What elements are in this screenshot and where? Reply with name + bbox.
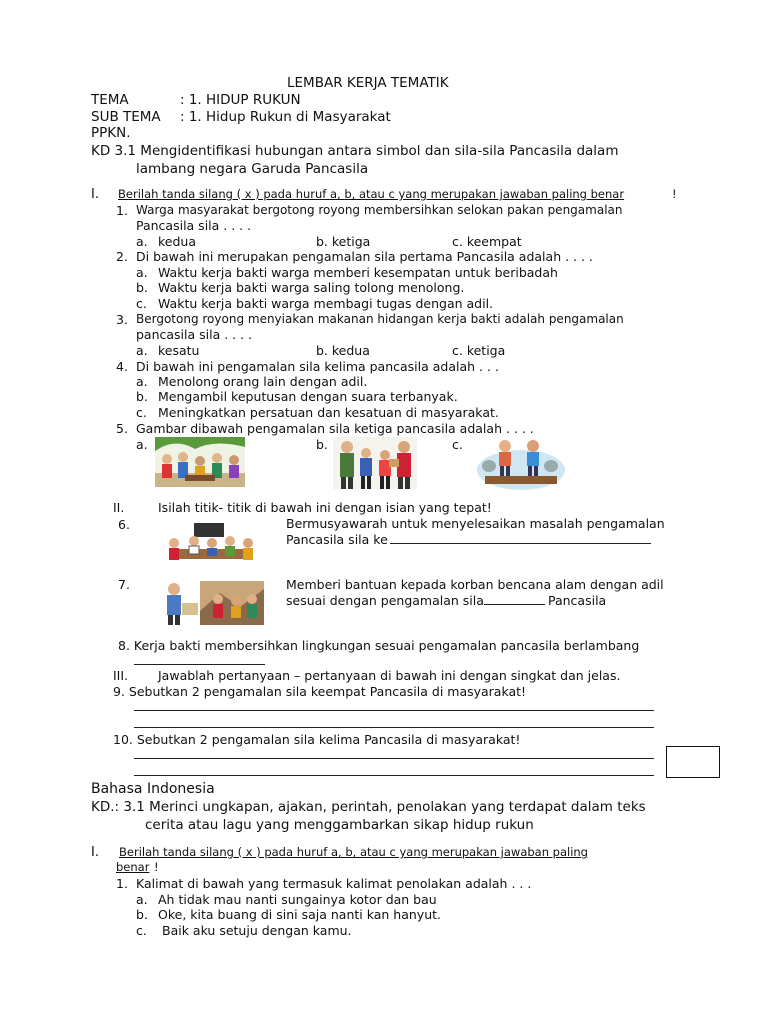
q5-option-a-key: a. — [136, 437, 148, 452]
section-2-instruction: Isilah titik- titik di bawah ini dengan isian yang tepat! — [158, 500, 492, 515]
section-3-number: III. — [113, 668, 129, 683]
bahasa-q1-option-b-key: b. — [136, 907, 148, 922]
bahasa-q1-option-c: Baik aku setuju dengan kamu. — [162, 923, 352, 938]
bahasa-section-1-instruction-1: Berilah tanda silang ( x ) pada huruf a, b, atau c yang merupakan jawaban paling — [119, 845, 588, 859]
q3-option-a: kesatu — [158, 343, 200, 358]
q2-option-b-key: b. — [136, 280, 148, 295]
q7-image-disaster-aid — [160, 577, 264, 625]
q1-option-a-key: a. — [136, 234, 148, 249]
q6-number: 6. — [118, 517, 130, 532]
q3-option-b: b. kedua — [316, 343, 370, 358]
bahasa-q1-option-b: Oke, kita buang di sini saja nanti kan hanyut. — [158, 907, 442, 922]
q6-text-2: Pancasila sila ke — [286, 532, 388, 547]
q2-option-a: Waktu kerja bakti warga memberi kesempatan untuk beribadah — [158, 265, 558, 280]
q4-option-c-key: c. — [136, 405, 147, 420]
q9-answer-line-1[interactable] — [134, 710, 654, 711]
q5-text: Gambar dibawah pengamalan sila ketiga pancasila adalah . . . . — [136, 421, 534, 436]
q4-option-c: Meningkatkan persatuan dan kesatuan di masyarakat. — [158, 405, 499, 420]
q4-number: 4. — [116, 359, 128, 374]
section-2-number: II. — [113, 500, 125, 515]
bahasa-heading: Bahasa Indonesia — [91, 781, 215, 797]
q6-image-meeting — [160, 521, 258, 569]
subtema-value: : 1. Hidup Rukun di Masyarakat — [180, 109, 391, 125]
q1-text-2: Pancasila sila . . . . — [136, 218, 252, 233]
bahasa-q1-option-c-key: c. — [136, 923, 147, 938]
tema-label: TEMA — [91, 92, 129, 108]
bahasa-q1-option-a: Ah tidak mau nanti sungainya kotor dan bau — [158, 892, 437, 907]
q8-answer-line[interactable] — [134, 664, 265, 665]
q5-image-b-people-sharing — [333, 437, 417, 489]
subject-label: PPKN. — [91, 125, 131, 141]
q2-text: Di bawah ini merupakan pengamalan sila pertama Pancasila adalah . . . . — [136, 249, 593, 264]
q4-text: Di bawah ini pengamalan sila kelima pancasila adalah . . . — [136, 359, 499, 374]
q1-option-b: b. ketiga — [316, 234, 371, 249]
section-1-exclamation: ! — [672, 187, 677, 201]
q4-option-b-key: b. — [136, 389, 148, 404]
q3-number: 3. — [116, 312, 128, 327]
q10-answer-line-2[interactable] — [134, 775, 654, 776]
q5-option-b-key: b. — [316, 437, 328, 452]
q2-option-a-key: a. — [136, 265, 148, 280]
kd-line-2: lambang negara Garuda Pancasila — [136, 161, 369, 177]
q1-option-a: kedua — [158, 234, 197, 249]
q5-number: 5. — [116, 421, 128, 436]
q10-text: 10. Sebutkan 2 pengamalan sila kelima Pancasila di masyarakat! — [113, 732, 521, 747]
bahasa-q1-number: 1. — [116, 876, 128, 891]
q9-text: 9. Sebutkan 2 pengamalan sila keempat Pancasila di masyarakat! — [113, 684, 527, 699]
q4-option-b: Mengambil keputusan dengan suara terbanyak. — [158, 389, 458, 404]
q5-option-c-key: c. — [452, 437, 463, 452]
bahasa-section-1-instruction-2: benar — [116, 860, 150, 874]
q2-option-b: Waktu kerja bakti warga saling tolong menolong. — [158, 280, 465, 295]
subtema-label: SUB TEMA — [91, 109, 161, 125]
q5-image-a-community-gathering — [155, 437, 245, 487]
bahasa-q1-text: Kalimat di bawah yang termasuk kalimat penolakan adalah . . . — [136, 876, 532, 891]
tema-value: : 1. HIDUP RUKUN — [180, 92, 301, 108]
q7-text-2a: sesuai dengan pengamalan sila — [286, 593, 484, 608]
q3-option-c: c. ketiga — [452, 343, 506, 358]
q1-option-c: c. keempat — [452, 234, 522, 249]
bahasa-kd-line-2: cerita atau lagu yang menggambarkan sikap hidup rukun — [145, 817, 534, 833]
q6-text-1: Bermusyawarah untuk menyelesaikan masalah pengamalan — [286, 516, 665, 531]
q7-text-1: Memberi bantuan kepada korban bencana alam dengan adil — [286, 577, 664, 592]
q2-number: 2. — [116, 249, 128, 264]
q1-number: 1. — [116, 203, 128, 218]
q9-answer-line-2[interactable] — [134, 727, 654, 728]
q7-text-2b: Pancasila — [548, 593, 607, 608]
q3-text-2: pancasila sila . . . . — [136, 327, 253, 342]
section-3-instruction: Jawablah pertanyaan – pertanyaan di bawah ini dengan singkat dan jelas. — [158, 668, 621, 683]
q7-number: 7. — [118, 577, 130, 592]
q8-text: 8. Kerja bakti membersihkan lingkungan sesuai pengamalan pancasila berlambang — [118, 638, 640, 653]
q5-image-c-children-cleaning — [475, 436, 567, 490]
bahasa-section-1-number: I. — [91, 845, 99, 860]
bahasa-section-1-exclamation: ! — [154, 860, 159, 874]
score-box[interactable] — [666, 746, 720, 778]
q2-option-c: Waktu kerja bakti warga membagi tugas dengan adil. — [158, 296, 494, 311]
q2-option-c-key: c. — [136, 296, 147, 311]
worksheet-title: LEMBAR KERJA TEMATIK — [287, 75, 449, 91]
q3-option-a-key: a. — [136, 343, 148, 358]
bahasa-kd-line-1: KD.: 3.1 Merinci ungkapan, ajakan, perintah, penolakan yang terdapat dalam teks — [91, 799, 646, 815]
kd-line-1: KD 3.1 Mengidentifikasi hubungan antara simbol dan sila-sila Pancasila dalam — [91, 143, 619, 159]
q6-answer-line[interactable] — [390, 543, 651, 544]
q7-answer-line[interactable] — [484, 604, 545, 605]
q1-text-1: Warga masyarakat bergotong royong membersihkan selokan pakan pengamalan — [136, 203, 623, 217]
q3-text-1: Bergotong royong menyiakan makanan hidangan kerja bakti adalah pengamalan — [136, 312, 624, 326]
section-1-instruction: Berilah tanda silang ( x ) pada huruf a, b, atau c yang merupakan jawaban paling benar — [118, 187, 625, 201]
q4-option-a: Menolong orang lain dengan adil. — [158, 374, 368, 389]
bahasa-q1-option-a-key: a. — [136, 892, 148, 907]
section-1-number: I. — [91, 187, 99, 202]
q4-option-a-key: a. — [136, 374, 148, 389]
q10-answer-line-1[interactable] — [134, 758, 654, 759]
